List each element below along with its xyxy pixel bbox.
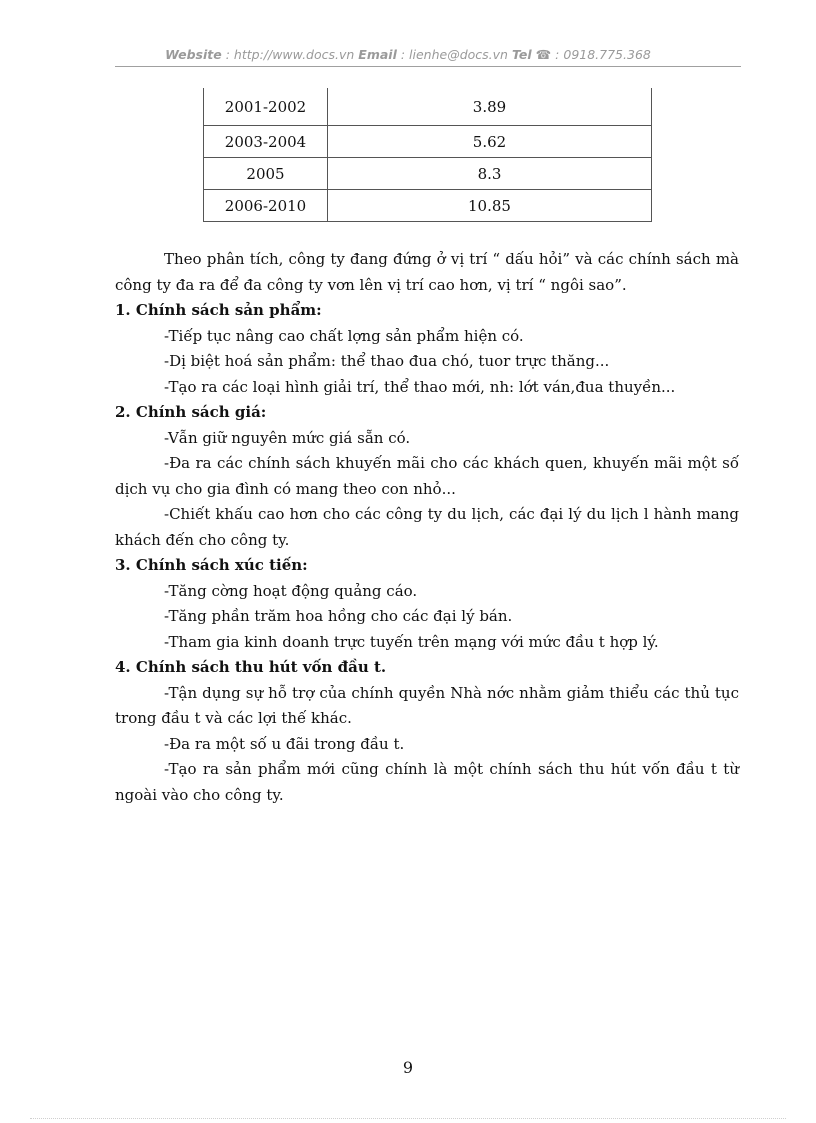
- intro-paragraph: Theo phân tích, công ty đang đứng ở vị trí “ dấu hỏi” và các chính sách mà công ty đa ra để đa công ty vơn lên vị trí cao hơn, vị trí “ ngôi sao”.: [115, 250, 739, 294]
- list-item: -Tăng phần trăm hoa hồng cho các đại lý bán.: [164, 607, 513, 625]
- list-item: -Tạo ra các loại hình giải trí, thể thao mới, nh: lớt ván,đua thuyền...: [164, 377, 676, 396]
- tel-label: Tel: [511, 47, 532, 62]
- table-cell-value: 10.85: [328, 190, 652, 222]
- table-row: [204, 158, 652, 190]
- website-label: Website: [165, 47, 222, 62]
- footer-divider: [30, 1118, 786, 1119]
- list-item: -Vẫn giữ nguyên mức giá sẵn có.: [164, 428, 411, 447]
- page-header: [0, 47, 816, 62]
- list-item: -Tận dụng sự hỗ trợ của chính quyền Nhà nớc nhằm giảm thiểu các thủ tục trong đầu t và các lợi thế khác.: [115, 683, 739, 727]
- table-cell-value: 8.3: [328, 158, 652, 190]
- table-cell-period: 2003-2004: [204, 126, 328, 158]
- tel-value: ☎ : 0918.775.368: [535, 47, 651, 62]
- table-cell-value: 3.89: [328, 88, 652, 126]
- table-cell-value: 5.62: [328, 126, 652, 158]
- section-heading: 1. Chính sách sản phẩm:: [115, 301, 322, 319]
- list-item: -Tăng cờng hoạt động quảng cáo.: [164, 581, 418, 600]
- page-number: 9: [402, 1058, 414, 1077]
- email-value[interactable]: : lienhe@docs.vn: [400, 47, 508, 62]
- header-divider: [115, 66, 741, 67]
- table-cell-period: 2001-2002: [204, 88, 328, 126]
- table-cell-period: 2006-2010: [204, 190, 328, 222]
- table-row: [204, 126, 652, 158]
- website-value[interactable]: : http://www.docs.vn: [225, 47, 355, 62]
- list-item: -Tạo ra sản phẩm mới cũng chính là một chính sách thu hút vốn đầu t từ ngoài vào cho công ty.: [115, 760, 739, 804]
- list-item: -Tiếp tục nâng cao chất lợng sản phẩm hiện có.: [164, 326, 524, 345]
- section-heading: 3. Chính sách xúc tiến:: [115, 556, 308, 574]
- data-table: [203, 88, 652, 222]
- document-body: [115, 247, 739, 808]
- table-cell-period: 2005: [204, 158, 328, 190]
- email-label: Email: [358, 47, 397, 62]
- section-heading: 4. Chính sách thu hút vốn đầu t.: [115, 658, 387, 676]
- list-item: -Tham gia kinh doanh trực tuyến trên mạng với mức đầu t hợp lý.: [164, 632, 659, 651]
- list-item: -Đa ra các chính sách khuyến mãi cho các khách quen, khuyến mãi một số dịch vụ cho gia đình có mang theo con nhỏ...: [115, 454, 739, 498]
- list-item: -Dị biệt hoá sản phẩm: thể thao đua chó, tuor trực thăng...: [164, 352, 610, 370]
- section-heading: 2. Chính sách giá:: [115, 403, 267, 421]
- table-row: [204, 88, 652, 126]
- list-item: -Đa ra một số u đãi trong đầu t.: [164, 734, 405, 753]
- table-row: [204, 190, 652, 222]
- list-item: -Chiết khấu cao hơn cho các công ty du lịch, các đại lý du lịch l hành mang khách đến cho công ty.: [115, 505, 739, 549]
